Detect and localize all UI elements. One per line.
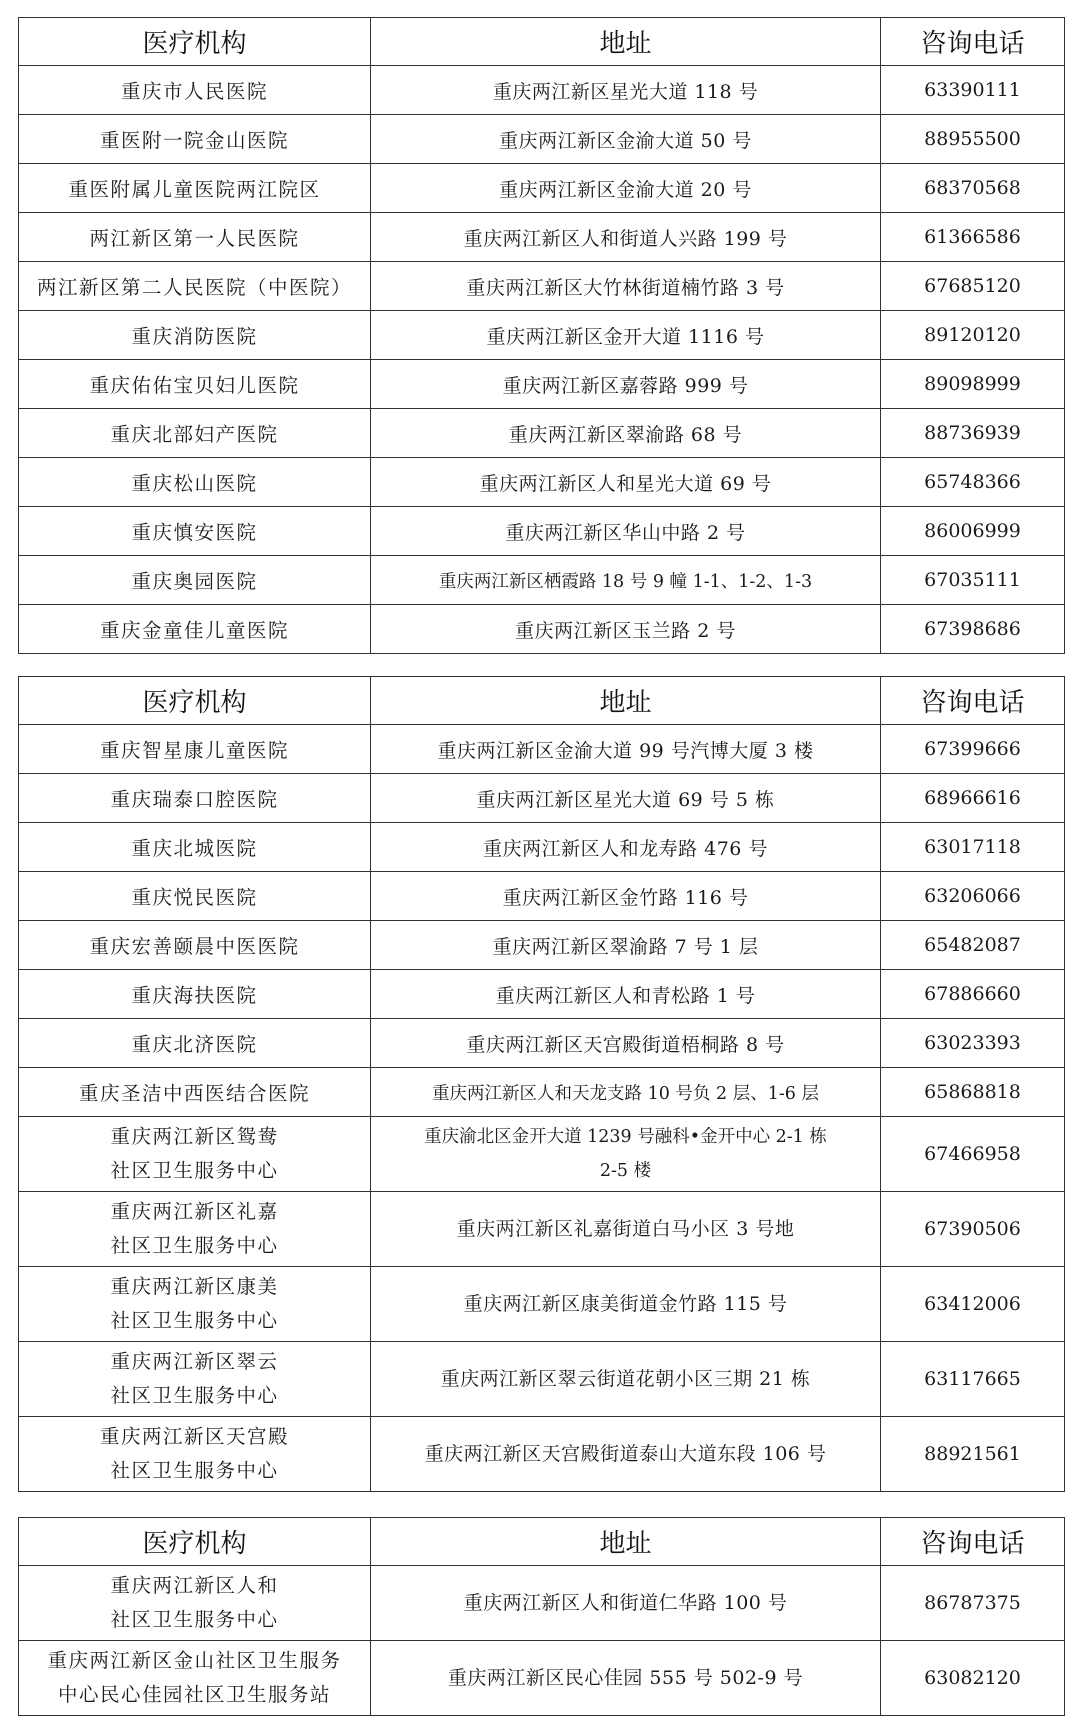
address-line1: 重庆两江新区礼嘉街道白马小区 3 号地 (456, 1218, 795, 1240)
phone-number: 89098999 (881, 360, 1065, 409)
table-row (19, 1267, 1065, 1342)
table-row (19, 605, 1065, 654)
institution-name: 重庆消防医院 (19, 311, 371, 360)
header-address: 地址 (371, 18, 881, 66)
institution-name-line1: 重庆两江新区翠云 (110, 1350, 279, 1373)
address (371, 1566, 881, 1641)
institution-name: 重庆奥园医院 (19, 556, 371, 605)
table-row (19, 1192, 1065, 1267)
address: 重庆两江新区人和青松路 1 号 (371, 970, 881, 1019)
table-row (19, 921, 1065, 970)
phone-number: 63206066 (881, 872, 1065, 921)
institution-name: 两江新区第一人民医院 (19, 213, 371, 262)
institution-name: 重庆北城医院 (19, 823, 371, 872)
address: 重庆两江新区金竹路 116 号 (371, 872, 881, 921)
phone-number: 68966616 (881, 774, 1065, 823)
address: 重庆两江新区金开大道 1116 号 (371, 311, 881, 360)
table-row (19, 458, 1065, 507)
table-row (19, 66, 1065, 115)
institution-name (19, 1267, 371, 1342)
institution-name-line1: 重庆两江新区礼嘉 (110, 1200, 279, 1223)
table-row (19, 1342, 1065, 1417)
institution-name-line2: 社区卫生服务中心 (110, 1384, 279, 1407)
address (371, 1641, 881, 1716)
institution-name: 重庆瑞泰口腔医院 (19, 774, 371, 823)
institution-name (19, 1566, 371, 1641)
phone-number: 65868818 (881, 1068, 1065, 1117)
table-row (19, 1641, 1065, 1716)
institution-name: 重庆慎安医院 (19, 507, 371, 556)
phone-number: 67390506 (881, 1192, 1065, 1267)
phone-number: 67466958 (881, 1117, 1065, 1192)
table-row (19, 1117, 1065, 1192)
table-row (19, 213, 1065, 262)
phone-number: 65748366 (881, 458, 1065, 507)
institution-name: 重庆海扶医院 (19, 970, 371, 1019)
header-phone: 咨询电话 (881, 18, 1065, 66)
table-row (19, 774, 1065, 823)
institution-name: 重庆智星康儿童医院 (19, 725, 371, 774)
institution-name: 重庆佑佑宝贝妇儿医院 (19, 360, 371, 409)
address: 重庆两江新区星光大道 118 号 (371, 66, 881, 115)
table-row (19, 970, 1065, 1019)
address (371, 1192, 881, 1267)
address: 重庆两江新区金渝大道 20 号 (371, 164, 881, 213)
table-header-row (19, 677, 1065, 725)
header-address: 地址 (371, 677, 881, 725)
institution-name: 重庆北济医院 (19, 1019, 371, 1068)
header-phone: 咨询电话 (881, 1518, 1065, 1566)
address: 重庆两江新区嘉蓉路 999 号 (371, 360, 881, 409)
header-institution: 医疗机构 (19, 18, 371, 66)
table-row (19, 1417, 1065, 1492)
institution-name-line2: 社区卫生服务中心 (110, 1159, 279, 1182)
hospital-table-1 (18, 17, 1065, 654)
hospital-table-2 (18, 676, 1065, 1492)
table-row (19, 409, 1065, 458)
address (371, 1342, 881, 1417)
address: 重庆两江新区人和街道人兴路 199 号 (371, 213, 881, 262)
phone-number: 88955500 (881, 115, 1065, 164)
address-line1: 重庆两江新区康美街道金竹路 115 号 (463, 1293, 788, 1315)
institution-name-line1: 重庆两江新区天宫殿 (99, 1425, 289, 1448)
address: 重庆两江新区人和星光大道 69 号 (371, 458, 881, 507)
table-row (19, 1019, 1065, 1068)
institution-name: 重庆金童佳儿童医院 (19, 605, 371, 654)
institution-name-line2: 中心民心佳园社区卫生服务站 (57, 1683, 331, 1706)
phone-number: 67685120 (881, 262, 1065, 311)
address: 重庆两江新区金渝大道 99 号汽博大厦 3 楼 (371, 725, 881, 774)
table-header-row (19, 18, 1065, 66)
table-row (19, 872, 1065, 921)
institution-name: 重庆松山医院 (19, 458, 371, 507)
institution-name (19, 1192, 371, 1267)
phone-number: 63390111 (881, 66, 1065, 115)
address: 重庆两江新区人和天龙支路 10 号负 2 层、1-6 层 (371, 1068, 881, 1117)
institution-name-line2: 社区卫生服务中心 (110, 1608, 279, 1631)
address-line1: 重庆两江新区天宫殿街道泰山大道东段 106 号 (424, 1443, 827, 1465)
phone-number: 61366586 (881, 213, 1065, 262)
header-phone: 咨询电话 (881, 677, 1065, 725)
header-institution: 医疗机构 (19, 677, 371, 725)
phone-number: 63017118 (881, 823, 1065, 872)
institution-name (19, 1342, 371, 1417)
institution-name: 重医附属儿童医院两江院区 (19, 164, 371, 213)
address-line1: 重庆两江新区翠云街道花朝小区三期 21 栋 (440, 1368, 811, 1390)
table-row (19, 164, 1065, 213)
address: 重庆两江新区金渝大道 50 号 (371, 115, 881, 164)
table-row (19, 262, 1065, 311)
phone-number: 63082120 (881, 1641, 1065, 1716)
table-row (19, 725, 1065, 774)
address: 重庆两江新区栖霞路 18 号 9 幢 1-1、1-2、1-3 (371, 556, 881, 605)
institution-name-line1: 重庆两江新区鸳鸯 (110, 1125, 279, 1148)
address: 重庆两江新区大竹林街道楠竹路 3 号 (371, 262, 881, 311)
table-row (19, 115, 1065, 164)
institution-name: 两江新区第二人民医院（中医院） (19, 262, 371, 311)
table-row (19, 311, 1065, 360)
phone-number: 67399666 (881, 725, 1065, 774)
phone-number: 86006999 (881, 507, 1065, 556)
table-row (19, 1566, 1065, 1641)
table-row (19, 556, 1065, 605)
phone-number: 63412006 (881, 1267, 1065, 1342)
address (371, 1117, 881, 1192)
phone-number: 63023393 (881, 1019, 1065, 1068)
institution-name: 重庆北部妇产医院 (19, 409, 371, 458)
institution-name (19, 1117, 371, 1192)
institution-name: 重医附一院金山医院 (19, 115, 371, 164)
header-institution: 医疗机构 (19, 1518, 371, 1566)
address: 重庆两江新区天宫殿街道梧桐路 8 号 (371, 1019, 881, 1068)
address-line1: 重庆渝北区金开大道 1239 号融科•金开中心 2-1 栋 (424, 1127, 827, 1147)
address-line2: 2-5 楼 (599, 1161, 652, 1181)
institution-name-line2: 社区卫生服务中心 (110, 1309, 279, 1332)
phone-number: 68370568 (881, 164, 1065, 213)
address-line1: 重庆两江新区民心佳园 555 号 502-9 号 (447, 1667, 804, 1689)
address-line1: 重庆两江新区人和街道仁华路 100 号 (463, 1592, 788, 1614)
phone-number: 89120120 (881, 311, 1065, 360)
table-row (19, 507, 1065, 556)
address: 重庆两江新区星光大道 69 号 5 栋 (371, 774, 881, 823)
phone-number: 88921561 (881, 1417, 1065, 1492)
institution-name: 重庆悦民医院 (19, 872, 371, 921)
address: 重庆两江新区翠渝路 68 号 (371, 409, 881, 458)
institution-name: 重庆宏善颐晨中医医院 (19, 921, 371, 970)
address (371, 1267, 881, 1342)
address: 重庆两江新区玉兰路 2 号 (371, 605, 881, 654)
institution-name (19, 1417, 371, 1492)
address: 重庆两江新区翠渝路 7 号 1 层 (371, 921, 881, 970)
phone-number: 67398686 (881, 605, 1065, 654)
institution-name: 重庆市人民医院 (19, 66, 371, 115)
institution-name-line2: 社区卫生服务中心 (110, 1459, 279, 1482)
table-row (19, 1068, 1065, 1117)
phone-number: 88736939 (881, 409, 1065, 458)
phone-number: 65482087 (881, 921, 1065, 970)
phone-number: 67035111 (881, 556, 1065, 605)
address: 重庆两江新区人和龙寿路 476 号 (371, 823, 881, 872)
table-row (19, 823, 1065, 872)
institution-name-line1: 重庆两江新区康美 (110, 1275, 279, 1298)
address (371, 1417, 881, 1492)
institution-name-line2: 社区卫生服务中心 (110, 1234, 279, 1257)
hospital-table-3 (18, 1517, 1065, 1716)
address: 重庆两江新区华山中路 2 号 (371, 507, 881, 556)
institution-name: 重庆圣洁中西医结合医院 (19, 1068, 371, 1117)
table-header-row (19, 1518, 1065, 1566)
phone-number: 86787375 (881, 1566, 1065, 1641)
table-row (19, 360, 1065, 409)
phone-number: 63117665 (881, 1342, 1065, 1417)
institution-name (19, 1641, 371, 1716)
header-address: 地址 (371, 1518, 881, 1566)
institution-name-line1: 重庆两江新区人和 (110, 1574, 279, 1597)
institution-name-line1: 重庆两江新区金山社区卫生服务 (47, 1649, 342, 1672)
phone-number: 67886660 (881, 970, 1065, 1019)
